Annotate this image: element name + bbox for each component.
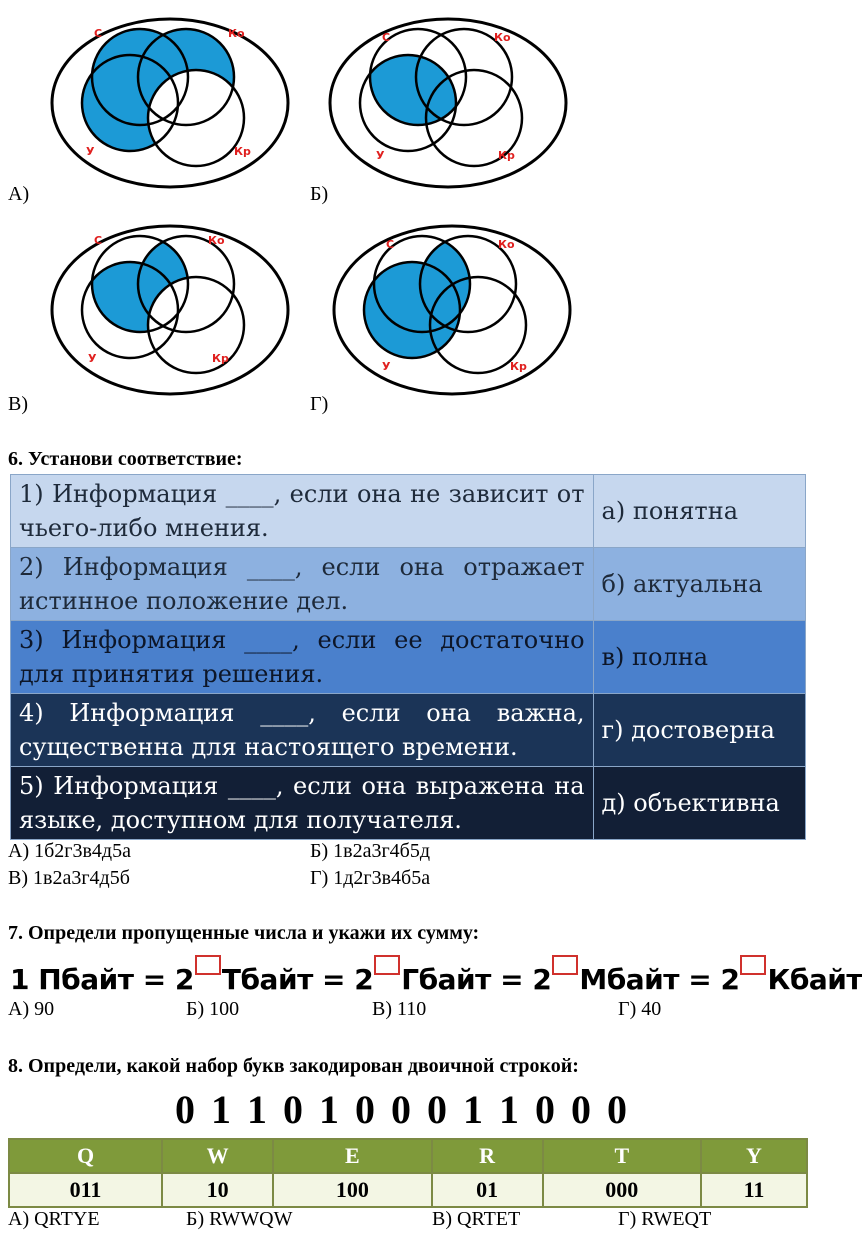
table-row [11, 475, 806, 548]
q7-answer-v: В) 110 [372, 998, 427, 1020]
q8-code: 000 [543, 1173, 701, 1207]
q8-answer-g: Г) RWEQT [618, 1208, 712, 1230]
table-row [11, 548, 806, 621]
q8-letter: R [432, 1139, 543, 1173]
q6-statement: 3) Информация ____, если ее достаточно для принятия решения. [11, 621, 594, 694]
venn-label-u: У [382, 360, 391, 373]
q8-code: 011 [9, 1173, 162, 1207]
q8-code-table [8, 1138, 808, 1208]
q6-option: в) полна [593, 621, 805, 694]
q6-statement: 2) Информация ____, если она отражает истинное положение дел. [11, 548, 594, 621]
q7-equation [10, 955, 862, 996]
q6-option: а) понятна [593, 475, 805, 548]
venn-label-u: У [376, 149, 385, 162]
venn-option-a: А) [8, 183, 30, 205]
q8-code: 10 [162, 1173, 273, 1207]
q8-letter: Q [9, 1139, 162, 1173]
q6-title: 6. Установи соответствие: [8, 448, 243, 470]
q8-code: 100 [273, 1173, 431, 1207]
venn-label-kr: Кр [212, 352, 229, 365]
q6-answer-a: А) 1б2г3в4д5а [8, 840, 131, 862]
q7-blank-box[interactable] [740, 955, 766, 975]
venn-label-u: У [86, 145, 95, 158]
venn-diagram-b [326, 13, 576, 193]
q8-code: 11 [701, 1173, 807, 1207]
venn-label-ko: Ко [498, 238, 515, 251]
q7-answer-a: А) 90 [8, 998, 55, 1020]
q7-eq-base: 2 [532, 963, 552, 996]
q8-letter: Y [701, 1139, 807, 1173]
venn-label-c: С [94, 27, 103, 40]
q8-letter: T [543, 1139, 701, 1173]
q6-option: б) актуальна [593, 548, 805, 621]
q8-code: 01 [432, 1173, 543, 1207]
q6-answer-g: Г) 1д2г3в4б5а [310, 867, 431, 889]
venn-label-c: С [94, 234, 103, 247]
venn-label-ko: Ко [494, 31, 511, 44]
venn-option-v: В) [8, 393, 28, 415]
q7-eq-base: 2 [720, 963, 740, 996]
venn-label-c: С [386, 238, 395, 251]
table-row [9, 1139, 807, 1173]
q7-title: 7. Определи пропущенные числа и укажи их сумму: [8, 922, 480, 944]
q6-option: д) объективна [593, 767, 805, 840]
venn-diagram-g [330, 220, 580, 400]
q6-statement: 5) Информация ____, если она выражена на языке, доступном для получателя. [11, 767, 594, 840]
table-row [11, 621, 806, 694]
q6-answer-v: В) 1в2а3г4д5б [8, 867, 130, 889]
venn-label-ko: Ко [208, 234, 225, 247]
q8-letter: W [162, 1139, 273, 1173]
q6-matching-table [10, 474, 806, 840]
q8-answer-b: Б) RWWQW [186, 1208, 293, 1230]
q7-blank-box[interactable] [374, 955, 400, 975]
venn-option-g: Г) [310, 393, 329, 415]
q6-statement: 4) Информация ____, если она важна, существенна для настоящего времени. [11, 694, 594, 767]
table-row [11, 694, 806, 767]
q7-eq-part: Мбайт = [579, 963, 721, 996]
q7-eq-base: 2 [354, 963, 374, 996]
q8-letter: E [273, 1139, 431, 1173]
venn-diagram-a [48, 13, 298, 193]
q6-statement: 1) Информация ____, если она не зависит от чьего-либо мнения. [11, 475, 594, 548]
q6-option: г) достоверна [593, 694, 805, 767]
q7-answer-b: Б) 100 [186, 998, 240, 1020]
q7-eq-part: Кбайт [767, 963, 862, 996]
q7-eq-part: Тбайт = [221, 963, 355, 996]
q7-eq-part: Гбайт = [401, 963, 533, 996]
venn-label-kr: Кр [510, 360, 527, 373]
venn-label-kr: Кр [234, 145, 251, 158]
table-row [11, 767, 806, 840]
q7-eq-base: 2 [174, 963, 194, 996]
q7-blank-box[interactable] [195, 955, 221, 975]
q8-binary-string: 0 1 1 0 1 0 0 0 1 1 0 0 0 [175, 1087, 630, 1132]
venn-label-kr: Кр [498, 149, 515, 162]
q6-answer-b: Б) 1в2а3г4б5д [310, 840, 431, 862]
venn-label-ko: Ко [228, 27, 245, 40]
venn-diagram-v [48, 220, 298, 400]
q8-title: 8. Определи, какой набор букв закодирован двоичной строкой: [8, 1055, 579, 1077]
venn-option-b: Б) [310, 183, 329, 205]
q7-eq-start: 1 Пбайт = [10, 963, 175, 996]
q7-answer-g: Г) 40 [618, 998, 662, 1020]
q8-answer-v: В) QRTET [432, 1208, 521, 1230]
venn-label-c: С [382, 31, 391, 44]
q8-answer-a: А) QRTYE [8, 1208, 100, 1230]
venn-label-u: У [88, 352, 97, 365]
q7-blank-box[interactable] [552, 955, 578, 975]
table-row [9, 1173, 807, 1207]
